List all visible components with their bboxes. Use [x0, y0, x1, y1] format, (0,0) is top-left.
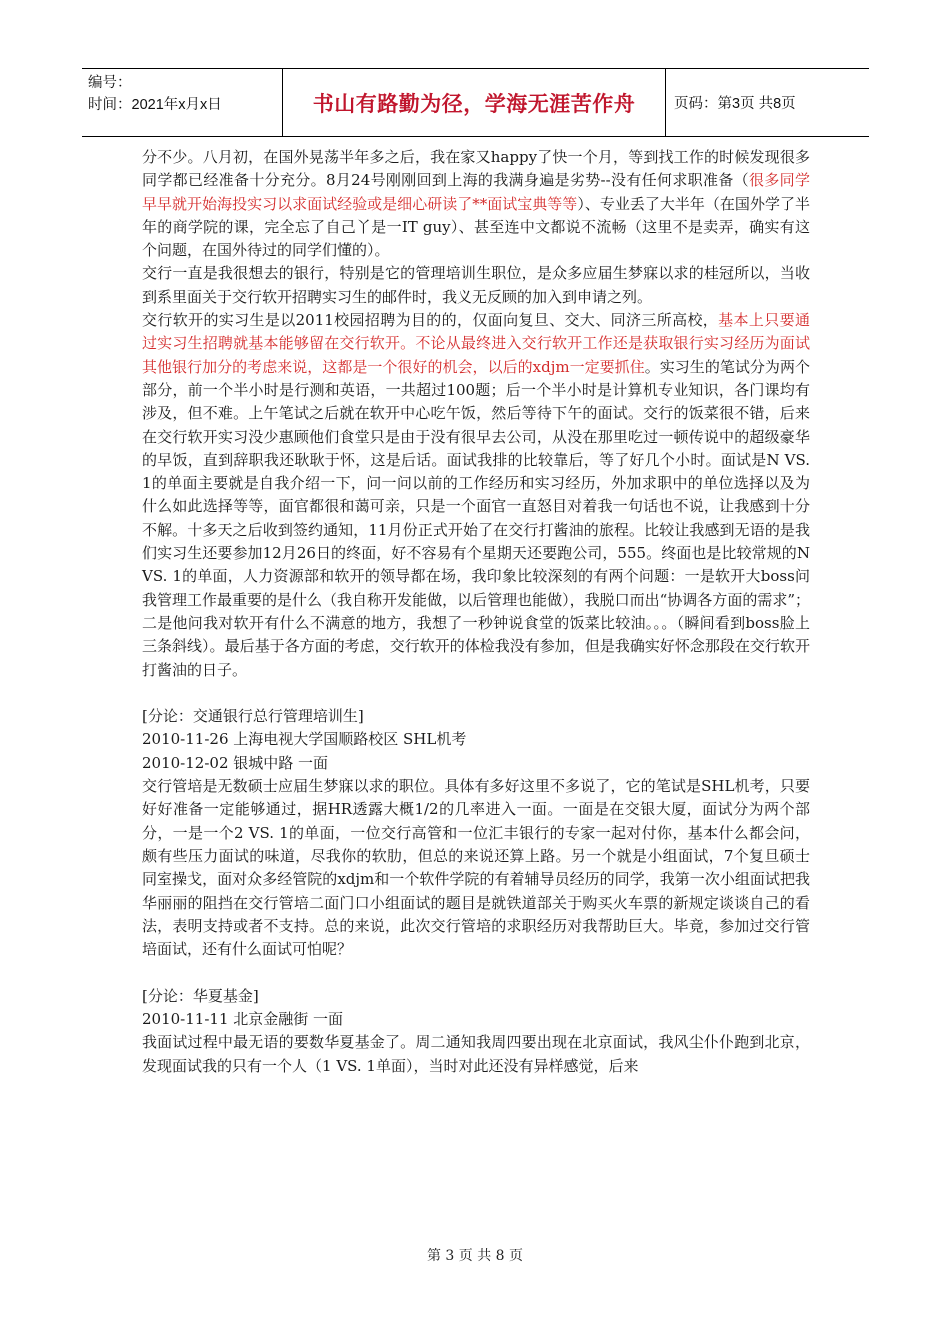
page-footer: 第 3 页 共 8 页 — [426, 1248, 524, 1264]
timeline-entry: 2010-12-02 银城中路 一面 — [142, 753, 329, 772]
paragraph-chinaamc: 我面试过程中最无语的要数华夏基金了。周二通知我周四要出现在北京面试，我风尘仆仆跑到北京，发现面试我的只有一个人（1 VS. 1单面），当时对此还没有异样感觉，后来 — [142, 1033, 810, 1075]
highlighted-text: 很多同学早早就开始海投实习以求面试经验或是细心研读了**面试宝典等等 — [142, 171, 810, 213]
paragraph-text: 交行软开的实习生是以2011校园招聘为目的的，仅面向复旦、交大、同济三所高校， — [142, 311, 719, 330]
paragraph-bocom-goal: 交行一直是我很想去的银行，特别是它的管理培训生职位，是众多应届生梦寐以求的桂冠所以，当收到系里面关于交行软开招聘实习生的邮件时，我义无反顾的加入到申请之列。 — [142, 264, 810, 306]
document-number-label: 编号： — [88, 75, 132, 91]
paragraph-text: ）、专业丢了大半年（在国外学了半年的商学院的课，完全忘了自己丫是一IT guy）、甚至连中文都说不流畅（这里不是卖弄，确实有这个问题，在国外待过的同学们懂的）。 — [142, 194, 810, 260]
timeline-entry: 2010-11-26 上海电视大学国顺路校区 SHL机考 — [142, 730, 467, 749]
blank-line — [142, 682, 810, 705]
paragraph-bocom-mt: 交行管培是无数硕士应届生梦寐以求的职位。具体有多好这里不多说了，它的笔试是SHL机考，只要好好准备一定能够通过，据HR透露大概1/2的几率进入一面。一面是在交银大厦，面试分为两个部分，一是一个2 VS. 1的单面，一位交行高管和一位汇丰银行的专家一起对付你，基本什么都会问，颇有些压力面试的味道，尽我你的软肋，但总的来说还算上路。另一个就是小组面试，7个复旦硕士同室操戈，面对众多经管院的xdjm和一个软件学院的有着辅导员经历的同学，我第一次小组面试把我华丽丽的阻挡在交行管培二面门口小组面试的题目是就铁道部关于购买火车票的新规定谈谈自己的看法，表明支持或者不支持。总的来说，此次交行管培的求职经历对我帮助巨大。毕竟，参加过交行管培面试，还有什么面试可怕呢？ — [142, 777, 810, 959]
header-motto: 书山有路勤为径，学海无涯苦作舟 — [283, 69, 666, 136]
section-title-bocom-mt: [分论：交通银行总行管理培训生] — [142, 707, 364, 726]
paragraph-intro — [142, 146, 810, 262]
highlighted-text: 基本上只要通过实习生招聘就基本能够留在交行软开。不论从最终进入交行软开工作还是获取银行实习经历为面试其他银行加分的考虑来说，这都是一个很好的机会，以后的xdjm一定要抓住 — [142, 311, 810, 376]
blank-line — [142, 961, 810, 984]
document-date-label: 时间：2021年x月x日 — [88, 97, 222, 113]
paragraph-text: 。实习生的笔试分为两个部分，前一个半小时是行测和英语，一共超过100题；后一个半小时是计算机专业知识，各门课均有涉及，但不难。上午笔试之后就在软开中心吃午饭，然后等待下午的面试。交行的饭菜很不错，后来在交行软开实习没少惠顾他们食堂只是由于没有很早去公司，从没在那里吃过一顿传说中的超级豪华的早饭，直到辞职我还耿耿于怀，这是后话。面试我排的比较靠后，等了好几个小时。面试是N VS. 1的单面主要就是自我介绍一下，问一问以前的工作经历和实习经历，外加求职中的单位选择以及为什么如此选择等等，面官都很和蔼可亲，只是一个面官一直怒目对着我一句话也不说，让我感到十分不解。十多天之后收到签约通知，11月份正式开始了在交行打酱油的旅程。比较让我感到无语的是我们实习生还要参加12月26日的终面，好不容易有个星期天还要跑公司，555。终面也是比较常规的N VS. 1的单面，人力资源部和软开的领导都在场，我印象比较深刻的有两个问题：一是软开大boss问我管理工作最重要的是什么（我自称开发能做，以后管理也能做），我脱口而出“协调各方面的需求”；二是他问我对软开有什么不满意的地方，我想了一秒钟说食堂的饭菜比较油。。。（瞬间看到boss脸上三条斜线）。最后基于各方面的考虑，交行软开的体检我没有参加，但是我确实好怀念那段在交行软开打酱油的日子。 — [142, 357, 810, 679]
header-page-number: 页码：第3页 共8页 — [674, 96, 796, 112]
paragraph-internship — [142, 309, 810, 682]
document-body — [142, 146, 810, 1078]
timeline-entry: 2010-11-11 北京金融街 一面 — [142, 1009, 344, 1028]
page-header — [82, 68, 869, 137]
section-title-chinaamc: [分论：华夏基金] — [142, 986, 259, 1005]
header-meta — [82, 69, 283, 136]
paragraph-text: 分不少。八月初，在国外晃荡半年多之后，我在家又happy了快一个月，等到找工作的时候发现很多同学都已经准备十分充分。8月24号刚刚回到上海的我满身遍是劣势--没有任何求职准备（ — [142, 148, 810, 190]
